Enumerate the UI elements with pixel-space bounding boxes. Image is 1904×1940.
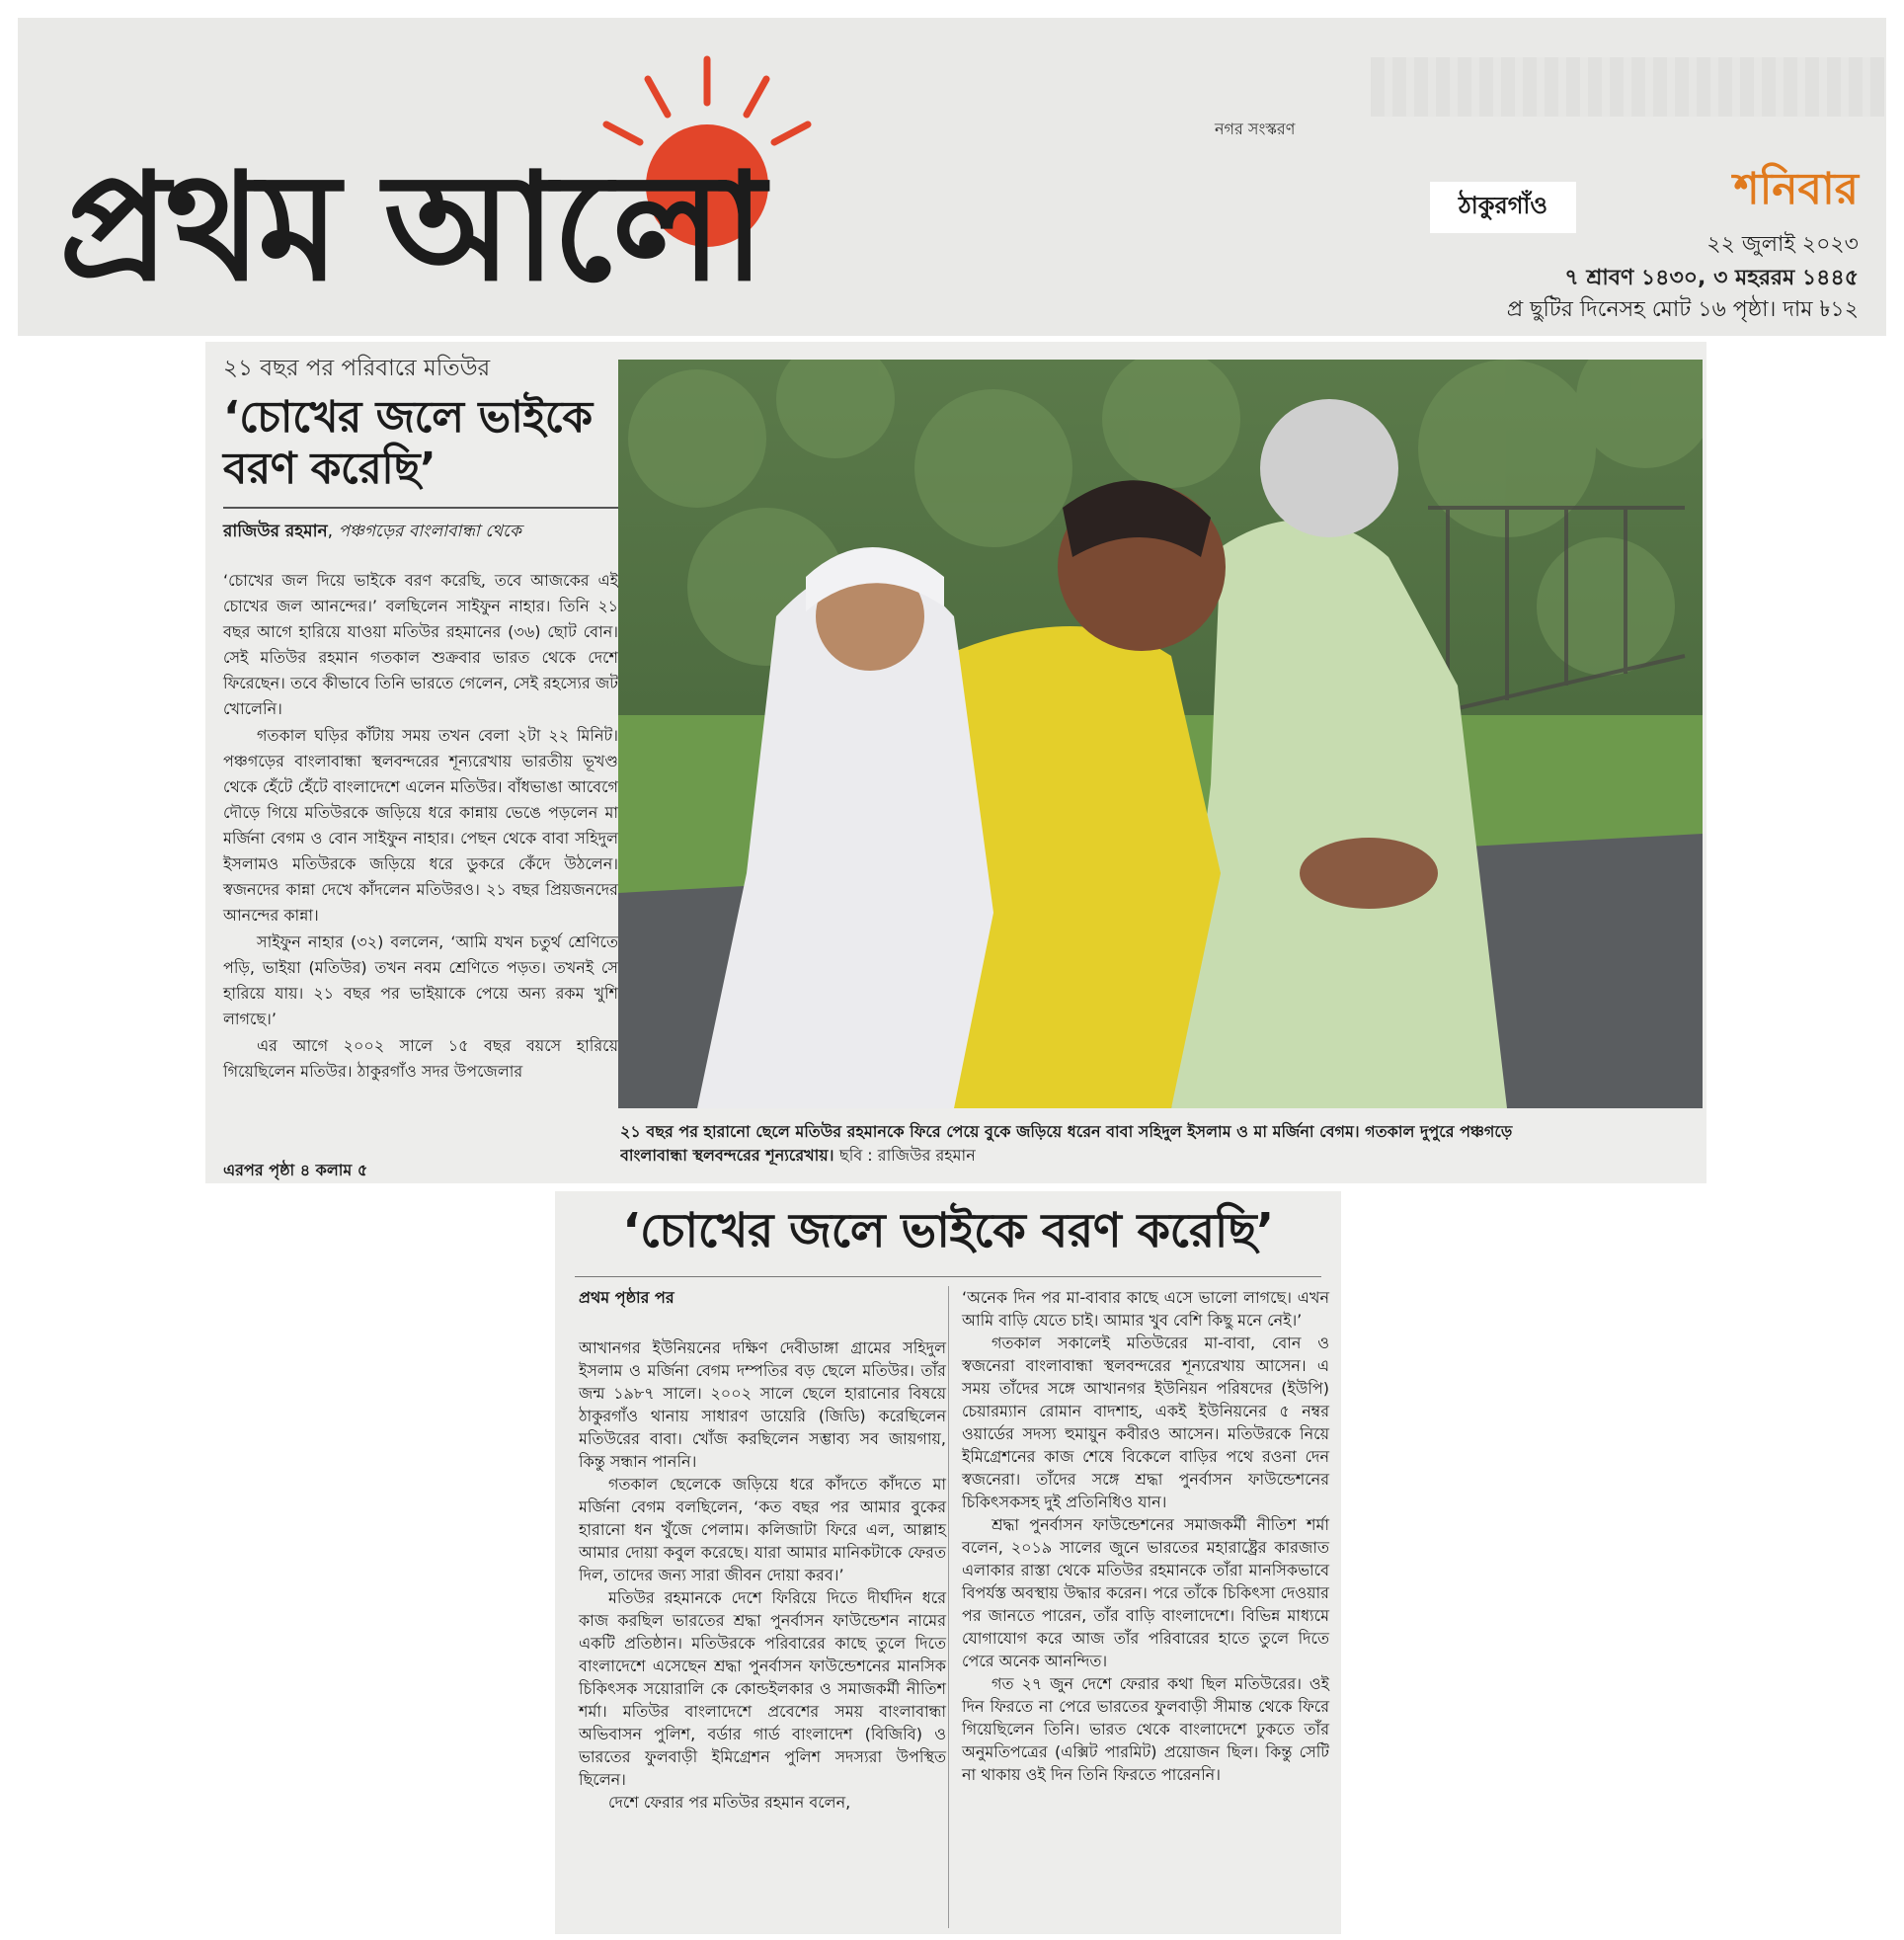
story-paragraph: সাইফুন নাহার (৩২) বললেন, ‘আমি যখন চতুর্থ শ্রেণিতে পড়ি, ভাইয়া (মতিউর) তখন নবম শ্রেণিতে পড়ত। তখনই সে হারিয়ে যায়। ২১ বছর পর ভাইয়াকে পেয়ে অন্য রকম খুশি লাগছে।’: [223, 931, 618, 1028]
divider: [223, 507, 618, 509]
news-photo: [618, 360, 1703, 1108]
story-body: [223, 568, 618, 1085]
story-paragraph: আখানগর ইউনিয়নের দক্ষিণ দেবীডাঙ্গা গ্রামের সহিদুল ইসলাম ও মর্জিনা বেগম দম্পতির বড় ছেলে মতিউর। তাঁর জন্ম ১৯৮৭ সালে। ২০০২ সালে ছেলে হারানোর বিষয়ে ঠাকুরগাঁও থানায় সাধারণ ডায়েরি (জিডি) করেছিলেন মতিউরের বাবা। খোঁজ করছিলেন সম্ভাব্য সব জায়গায়, কিন্তু সন্ধান পাননি।: [579, 1338, 946, 1471]
story-paragraph: ‘অনেক দিন পর মা-বাবার কাছে এসে ভালো লাগছে। এখন আমি বাড়ি যেতে চাই। আমার খুব বেশি কিছু মনে নেই।’: [962, 1288, 1329, 1330]
caption-text: বাংলাবান্ধা স্থলবন্দরের শূন্যরেখায়।: [620, 1146, 834, 1165]
weekday: শনিবার: [1733, 164, 1859, 214]
photo-caption: [620, 1120, 1705, 1168]
story-paragraph: দেশে ফেরার পর মতিউর রহমান বলেন,: [608, 1793, 851, 1812]
front-page-story: [205, 342, 1706, 1183]
masthead-bleedthrough: [1371, 57, 1884, 117]
story-paragraph: এর আগে ২০০২ সালে ১৫ বছর বয়সে হারিয়ে গিয়েছিলেন মতিউর। ঠাকুরগাঁও সদর উপজেলার: [223, 1035, 618, 1081]
logo-wordmark: প্রথম আলো: [59, 142, 762, 314]
byline-place: পঞ্চগড়ের বাংলাবান্ধা থেকে: [338, 521, 521, 541]
kicker: ২১ বছর পর পরিবারে মতিউর: [223, 356, 491, 381]
district-label: ঠাকুরগাঁও: [1430, 182, 1576, 233]
photo-family-reunion: [618, 360, 1703, 1108]
lead-column: [223, 350, 618, 1086]
newspaper-logo: [47, 38, 1351, 334]
headline: ‘চোখের জলে ভাইকে বরণ করেছি’: [223, 392, 593, 494]
jump-headline: ‘চোখের জলে ভাইকে বরণ করেছি’: [622, 1203, 1274, 1258]
continued-note: এরপর পৃষ্ঠা ৪ কলাম ৫: [223, 1161, 368, 1179]
column-divider: [948, 1286, 949, 1928]
jump-page-story: [555, 1191, 1341, 1934]
calendar-dates: ৭ শ্রাবণ ১৪৩০, ৩ মহররম ১৪৪৫: [1564, 266, 1859, 290]
story-paragraph: গতকাল ঘড়ির কাঁটায় সময় তখন বেলা ২টা ২২ মিনিট। পঞ্চগড়ের বাংলাবান্ধা স্থলবন্দরের শূন্যরেখায় ভারতীয় ভূখণ্ড থেকে হেঁটে হেঁটে বাংলাদেশে এলেন মতিউর। বাঁধভাঙা আবেগে দৌড়ে গিয়ে মতিউরকে জড়িয়ে ধরে কান্নায় ভেঙে পড়লেন মা মর্জিনা বেগম ও বোন সাইফুন নাহার। পেছন থেকে বাবা সহিদুল ইসলামও মতিউরকে জড়িয়ে ধরে ডুকরে কেঁদে উঠলেন। স্বজনদের কান্না দেখে কাঁদলেন মতিউরও। ২১ বছর প্রিয়জনদের আনন্দের কান্না।: [223, 725, 618, 925]
story-paragraph: গত ২৭ জুন দেশে ফেরার কথা ছিল মতিউরের। ওই দিন ফিরতে না পেরে ভারতের ফুলবাড়ী সীমান্ত থেকে ফিরে গিয়েছিলেন তিনি। ভারত থেকে বাংলাদেশে ঢুকতে তাঁর অনুমতিপত্রের (এক্সিট পারমিট) প্রয়োজন ছিল। কিন্তু সেটি না থাকায় ওই দিন তিনি ফিরতে পারেননি।: [962, 1674, 1329, 1784]
divider: [575, 1276, 1321, 1277]
jump-column-right: [962, 1286, 1329, 1786]
caption-line: ২১ বছর পর হারানো ছেলে মতিউর রহমানকে ফিরে পেয়ে বুকে জড়িয়ে ধরেন বাবা সহিদুল ইসলাম ও মা মর্জিনা বেগম। গতকাল দুপুরে পঞ্চগড়ে: [620, 1122, 1513, 1141]
edition-label: নগর সংস্করণ: [1215, 120, 1296, 138]
pages-price: প্র ছুটির দিনেসহ মোট ১৬ পৃষ্ঠা। দাম ৳১২: [1506, 297, 1859, 322]
date: ২২ জুলাই ২০২৩: [1706, 232, 1859, 257]
masthead: [18, 18, 1886, 336]
caption-line-2: [620, 1144, 1705, 1168]
continued-label: প্রথম পৃষ্ঠার পর: [579, 1288, 674, 1307]
story-paragraph: ‘চোখের জল দিয়ে ভাইকে বরণ করেছি, তবে আজকের এই চোখের জল আনন্দের।’ বলছিলেন সাইফুন নাহার। তিনি ২১ বছর আগে হারিয়ে যাওয়া মতিউর রহমানের (৩৬) ছোট বোন। সেই মতিউর রহমান গতকাল শুক্রবার ভারত থেকে দেশে ফিরেছেন। তবে কীভাবে তিনি ভারতে গেলেন, সেই রহস্যের জট খোলেনি।: [223, 570, 618, 718]
byline: রাজিউর রহমান, পঞ্চগড়ের বাংলাবান্ধা থেকে: [223, 521, 521, 541]
story-paragraph: গতকাল ছেলেকে জড়িয়ে ধরে কাঁদতে কাঁদতে মা মর্জিনা বেগম বলছিলেন, ‘কত বছর পর আমার বুকের হারানো ধন খুঁজে পেলাম। কলিজাটা ফিরে এল, আল্লাহ আমার দোয়া কবুল করেছে। যারা আমার মানিকটাকে ফেরত দিল, তাদের জন্য সারা জীবন দোয়া করব।’: [579, 1475, 946, 1584]
story-paragraph: শ্রদ্ধা পুনর্বাসন ফাউন্ডেশনের সমাজকর্মী নীতিশ শর্মা বলেন, ২০১৯ সালের জুনে ভারতের মহারাষ্ট্রের কারজাত এলাকার রাস্তা থেকে মতিউর রহমানকে তাঁরা মানসিকভাবে বিপর্যস্ত অবস্থায় উদ্ধার করেন। পরে তাঁকে চিকিৎসা দেওয়ার পর জানতে পারেন, তাঁর বাড়ি বাংলাদেশে। বিভিন্ন মাধ্যমে যোগাযোগ করে আজ তাঁর পরিবারের হাতে তুলে দিতে পেরে অনেক আনন্দিত।: [962, 1515, 1329, 1670]
byline-name: রাজিউর রহমান: [223, 521, 328, 541]
photo-credit: ছবি : রাজিউর রহমান: [839, 1146, 976, 1165]
jump-column-left: [579, 1286, 946, 1814]
story-paragraph: মতিউর রহমানকে দেশে ফিরিয়ে দিতে দীর্ঘদিন ধরে কাজ করছিল ভারতের শ্রদ্ধা পুনর্বাসন ফাউন্ডেশন নামের একটি প্রতিষ্ঠান। মতিউরকে পরিবারের কাছে তুলে দিতে বাংলাদেশে এসেছেন শ্রদ্ধা পুনর্বাসন ফাউন্ডেশনের মানসিক চিকিৎসক সয়োরালি কে কোন্ডইলকার ও সমাজকর্মী নীতিশ শর্মা। মতিউর বাংলাদেশে প্রবেশের সময় বাংলাবান্ধা অভিবাসন পুলিশ, বর্ডার গার্ড বাংলাদেশ (বিজিবি) ও ভারতের ফুলবাড়ী ইমিগ্রেশন পুলিশ সদস্যরা উপস্থিত ছিলেন।: [579, 1588, 946, 1789]
story-paragraph: গতকাল সকালেই মতিউরের মা-বাবা, বোন ও স্বজনেরা বাংলাবান্ধা স্থলবন্দরের শূন্যরেখায় আসেন। এ সময় তাঁদের সঙ্গে আখানগর ইউনিয়ন পরিষদের (ইউপি) চেয়ারম্যান রোমান বাদশাহ, একই ইউনিয়নের ৫ নম্বর ওয়ার্ডের সদস্য হুমায়ুন কবীরও আসেন। মতিউরকে নিয়ে ইমিগ্রেশনের কাজ শেষে বিকেলে বাড়ির পথে রওনা দেন স্বজনেরা। তাঁদের সঙ্গে শ্রদ্ধা পুনর্বাসন ফাউন্ডেশনের চিকিৎসকসহ দুই প্রতিনিধিও যান।: [962, 1334, 1329, 1511]
